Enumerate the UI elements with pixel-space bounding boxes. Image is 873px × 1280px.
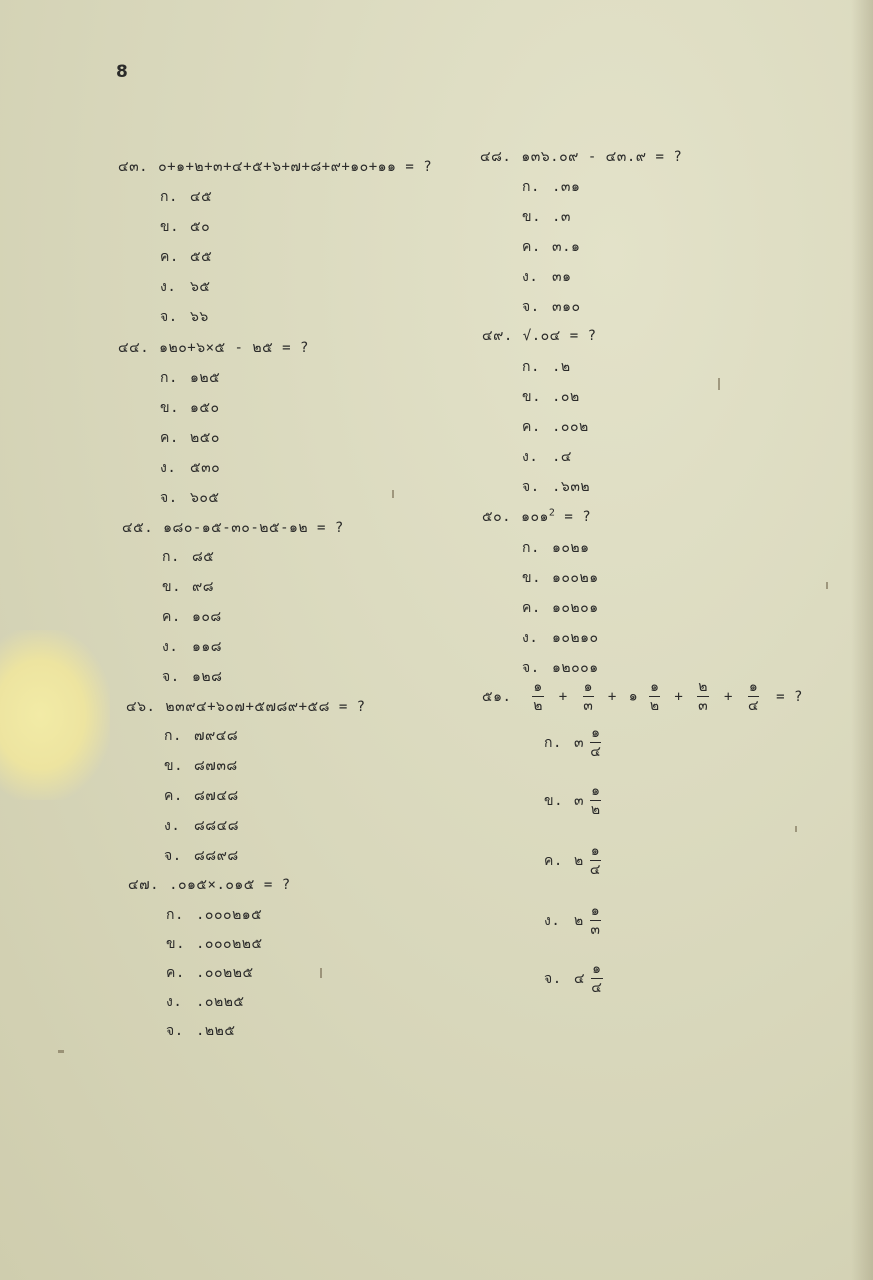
- option-value: ๑๐๒๐๑: [552, 600, 599, 616]
- option-50-a: [522, 537, 590, 559]
- option-label: จ.: [166, 1023, 184, 1039]
- option-44-d: [160, 457, 220, 479]
- option-value: ๖๐๕: [190, 490, 220, 506]
- option-47-e: [166, 1020, 235, 1042]
- numerator: ๑: [591, 725, 601, 741]
- option-label: ก.: [160, 370, 178, 386]
- paper-speck: [826, 582, 828, 589]
- option-label: จ.: [160, 309, 178, 325]
- question-number: ๔๖.: [126, 699, 156, 715]
- option-49-d: [522, 446, 572, 468]
- option-value: ๕๕: [190, 249, 213, 265]
- option-label: ก.: [522, 540, 540, 556]
- fraction: [532, 678, 543, 715]
- question-number: ๕๐.: [482, 509, 512, 525]
- option-47-d: [166, 991, 245, 1013]
- option-43-a: [160, 186, 212, 208]
- option-label: ง.: [166, 994, 183, 1010]
- option-49-b: [522, 386, 580, 408]
- option-value: .๐๐๐๒๑๕: [196, 907, 263, 923]
- whole-number: ๓: [574, 792, 585, 809]
- option-label: ค.: [522, 239, 541, 255]
- option-label: ค.: [522, 600, 541, 616]
- question-number: ๔๓.: [118, 159, 149, 175]
- option-value: ๑๒๐๐๑: [552, 660, 599, 676]
- option-50-c: [522, 597, 599, 619]
- option-51-c: [544, 842, 603, 879]
- paper-speck: [718, 378, 720, 390]
- whole-number: ๒: [574, 852, 584, 869]
- question-44: [118, 337, 309, 359]
- option-value: .๐๒: [552, 389, 580, 405]
- option-46-d: [164, 815, 239, 837]
- option-value: ๙๘: [192, 579, 215, 595]
- option-label: ก.: [162, 549, 180, 565]
- denominator: ๔: [590, 744, 602, 760]
- fraction: [590, 842, 601, 879]
- option-label: ก.: [164, 728, 182, 744]
- numerator: ๑: [650, 679, 660, 695]
- question-expression: ๒๓๙๔+๖๐๗+๕๗๘๙+๕๘ = ?: [165, 699, 366, 715]
- operator: +: [674, 688, 684, 705]
- option-value: .๔: [552, 449, 573, 465]
- option-label: ง.: [522, 269, 539, 285]
- fraction: [583, 678, 594, 715]
- option-value: ๘๗๔๘: [194, 788, 239, 804]
- option-45-e: [162, 666, 222, 688]
- option-value: ๑๕๐: [190, 400, 220, 416]
- paper-speck: [392, 490, 394, 498]
- fraction: [590, 724, 601, 761]
- option-value: ๘๕: [192, 549, 215, 565]
- option-label: ก.: [522, 359, 540, 375]
- option-value: ๓.๑: [552, 239, 581, 255]
- option-51-e: [544, 960, 605, 997]
- option-label: จ.: [522, 660, 540, 676]
- option-47-c: [166, 962, 254, 984]
- page-edge-shadow: [851, 0, 873, 1280]
- denominator: ๓: [583, 698, 594, 714]
- denominator: ๒: [649, 698, 660, 714]
- option-44-c: [160, 427, 220, 449]
- paper-speck: [320, 968, 322, 978]
- option-45-c: [162, 606, 222, 628]
- option-46-c: [164, 785, 239, 807]
- paper-stain: [0, 630, 110, 800]
- question-expression: ๑๘๐-๑๕-๓๐-๒๕-๑๒ = ?: [163, 520, 344, 536]
- option-value: ๓๑๐: [552, 299, 581, 315]
- option-value: .๐๐๐๒๒๕: [196, 936, 263, 952]
- fraction: [649, 678, 660, 715]
- option-label: ค.: [162, 609, 181, 625]
- option-label: จ.: [544, 970, 562, 987]
- option-45-b: [162, 576, 214, 598]
- option-value: .๓๑: [552, 179, 581, 195]
- question-expression: .๐๑๕×.๐๑๕ = ?: [169, 877, 291, 893]
- option-label: จ.: [522, 299, 540, 315]
- question-48: [480, 146, 682, 168]
- option-value: .๒: [552, 359, 571, 375]
- option-label: ค.: [164, 788, 183, 804]
- option-value: ๖๕: [190, 279, 211, 295]
- denominator: ๓: [698, 698, 709, 714]
- option-label: ข.: [522, 570, 541, 586]
- option-label: ค.: [160, 249, 179, 265]
- option-label: ง.: [160, 279, 177, 295]
- option-value: ๘๘๔๘: [194, 818, 239, 834]
- operator: +: [723, 688, 733, 705]
- option-50-e: [522, 657, 599, 679]
- option-label: ง.: [160, 460, 177, 476]
- question-50: [482, 506, 591, 528]
- option-value: ๘๗๓๘: [194, 758, 238, 774]
- option-48-b: [522, 206, 571, 228]
- fraction: [748, 678, 759, 715]
- option-50-b: [522, 567, 599, 589]
- denominator: ๔: [591, 980, 603, 996]
- option-value: ๑๑๘: [192, 639, 223, 655]
- option-value: ๗๙๔๘: [194, 728, 239, 744]
- option-44-b: [160, 397, 220, 419]
- option-43-e: [160, 306, 209, 328]
- option-51-d: [544, 902, 603, 939]
- numerator: ๑: [590, 843, 601, 859]
- option-45-d: [162, 636, 222, 658]
- option-value: ๕๓๐: [190, 460, 221, 476]
- option-48-d: [522, 266, 571, 288]
- option-label: ง.: [162, 639, 179, 655]
- question-number: ๔๘.: [480, 149, 512, 165]
- option-label: ข.: [162, 579, 181, 595]
- question-expression: ๑๒๐+๖×๕ - ๒๕ = ?: [159, 340, 309, 356]
- fraction: [590, 902, 601, 939]
- option-label: ค.: [160, 430, 179, 446]
- denominator: ๒: [533, 698, 543, 714]
- paper-speck: [795, 826, 797, 832]
- option-46-e: [164, 845, 239, 867]
- option-value: .๖๓๒: [552, 479, 591, 495]
- option-48-c: [522, 236, 580, 258]
- numerator: ๑: [583, 679, 593, 695]
- question-base: ๑๐๑: [521, 509, 549, 525]
- option-value: ๑๐๘: [192, 609, 222, 625]
- option-label: ข.: [522, 209, 541, 225]
- option-51-a: [544, 724, 603, 761]
- numerator: ๑: [748, 679, 759, 695]
- option-label: ข.: [160, 219, 179, 235]
- option-value: .๐๒๒๕: [196, 994, 245, 1010]
- option-label: ง.: [522, 630, 539, 646]
- option-label: ก.: [166, 907, 184, 923]
- question-43: [118, 156, 432, 178]
- option-43-b: [160, 216, 210, 238]
- option-49-a: [522, 356, 571, 378]
- numerator: ๑: [590, 903, 601, 919]
- option-value: ๓๑: [552, 269, 572, 285]
- option-label: ข.: [166, 936, 185, 952]
- option-value: ๔๕: [190, 189, 213, 205]
- question-51: [482, 678, 803, 715]
- question-tail: = ?: [555, 509, 592, 525]
- question-expression: ๑๓๖.๐๙ - ๔๓.๙ = ?: [521, 149, 683, 165]
- operator: +: [558, 688, 568, 705]
- option-value: ๑๐๒๑๐: [552, 630, 599, 646]
- option-value: ๒๕๐: [190, 430, 220, 446]
- denominator: ๔: [747, 698, 760, 714]
- option-43-c: [160, 246, 212, 268]
- option-44-a: [160, 367, 220, 389]
- fraction: [590, 782, 601, 819]
- option-value: ๑๒๕: [190, 370, 221, 386]
- question-expression: √.๐๔ = ?: [522, 328, 597, 344]
- numerator: ๑: [591, 783, 601, 799]
- option-label: ก.: [544, 734, 562, 751]
- option-label: จ.: [164, 848, 182, 864]
- option-46-b: [164, 755, 238, 777]
- question-47: [128, 874, 291, 896]
- option-47-b: [166, 933, 263, 955]
- option-label: ก.: [522, 179, 540, 195]
- option-value: ๖๖: [190, 309, 209, 325]
- numerator: ๑: [533, 679, 543, 695]
- denominator: ๓: [590, 922, 601, 938]
- option-46-a: [164, 725, 238, 747]
- option-label: ค.: [544, 852, 563, 869]
- option-label: ข.: [160, 400, 179, 416]
- option-value: .๐๐๒๒๕: [196, 965, 254, 981]
- option-label: ง.: [544, 912, 561, 929]
- denominator: ๒: [590, 802, 601, 818]
- question-46: [126, 696, 366, 718]
- option-49-c: [522, 416, 589, 438]
- question-expression: ๐+๑+๒+๓+๔+๕+๖+๗+๘+๙+๑๐+๑๑ = ?: [158, 159, 433, 175]
- question-45: [122, 517, 344, 539]
- option-value: .๓: [552, 209, 571, 225]
- option-49-e: [522, 476, 590, 498]
- option-label: ข.: [164, 758, 183, 774]
- option-label: ค.: [522, 419, 541, 435]
- option-48-e: [522, 296, 581, 318]
- option-value: ๑๐๐๒๑: [552, 570, 599, 586]
- option-45-a: [162, 546, 214, 568]
- option-label: ง.: [164, 818, 181, 834]
- option-label: จ.: [522, 479, 540, 495]
- question-49: [482, 325, 597, 347]
- fraction: [591, 960, 602, 997]
- question-number: ๔๔.: [118, 340, 150, 356]
- denominator: ๔: [589, 862, 601, 878]
- option-label: จ.: [162, 669, 180, 685]
- whole-number: ๑: [628, 688, 639, 705]
- option-label: จ.: [160, 490, 178, 506]
- option-44-e: [160, 487, 220, 509]
- option-label: ง.: [522, 449, 539, 465]
- option-label: ข.: [544, 792, 563, 809]
- question-exponent: 2: [548, 507, 556, 519]
- question-tail: = ?: [776, 688, 803, 705]
- option-label: ค.: [166, 965, 185, 981]
- option-value: ๑๐๒๑: [552, 540, 590, 556]
- option-43-d: [160, 276, 210, 298]
- option-47-a: [166, 904, 262, 926]
- paper-speck: [58, 1050, 64, 1053]
- option-50-d: [522, 627, 599, 649]
- question-number: ๔๗.: [128, 877, 160, 893]
- question-number: ๔๕.: [122, 520, 154, 536]
- whole-number: ๓: [574, 734, 585, 751]
- operator: +: [607, 688, 617, 705]
- question-number: ๔๙.: [482, 328, 513, 344]
- option-value: .๐๐๒: [552, 419, 589, 435]
- option-label: ก.: [160, 189, 178, 205]
- whole-number: ๔: [574, 970, 586, 987]
- option-value: ๘๘๙๘: [194, 848, 239, 864]
- option-51-b: [544, 782, 603, 819]
- whole-number: ๒: [574, 912, 584, 929]
- question-number: ๕๑.: [482, 688, 512, 705]
- page-number: 8: [116, 62, 128, 82]
- option-48-a: [522, 176, 580, 198]
- option-label: ข.: [522, 389, 541, 405]
- option-value: ๑๒๘: [192, 669, 223, 685]
- fraction: [697, 678, 709, 715]
- option-value: ๕๐: [190, 219, 211, 235]
- numerator: ๒: [698, 679, 709, 695]
- numerator: ๑: [592, 961, 602, 977]
- option-value: .๒๒๕: [196, 1023, 236, 1039]
